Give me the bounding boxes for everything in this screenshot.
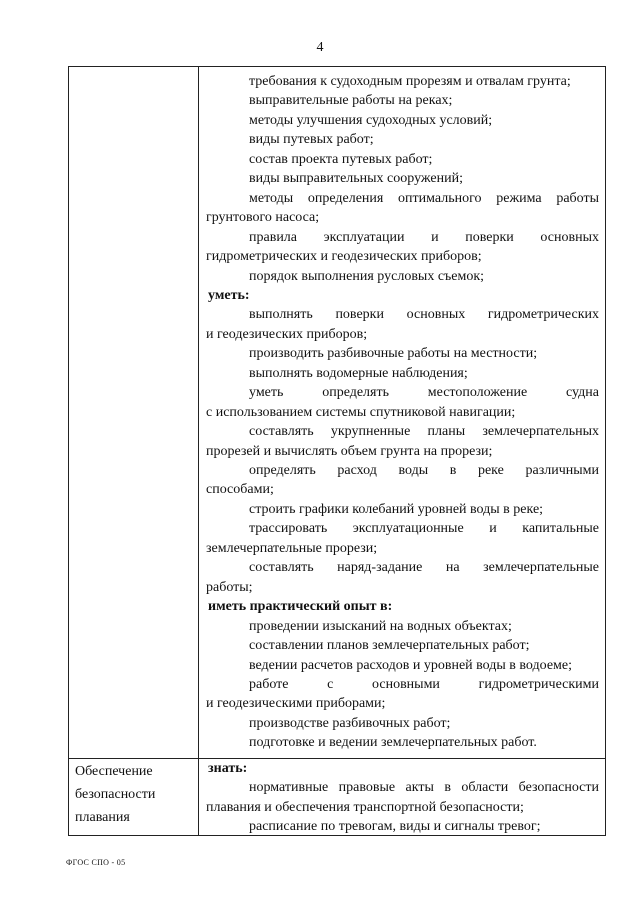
text-line: гидрометрических и геодезических приборов; (206, 249, 482, 265)
text-line: виды путевых работ; (249, 132, 374, 148)
text-line: грунтового насоса; (206, 210, 320, 226)
text-line: работы; (206, 579, 253, 595)
text-line: с использованием системы спутниковой навигации; (206, 404, 516, 420)
text-line: правила эксплуатации и поверки основных (249, 229, 599, 245)
text-line: уметь определять местоположение судна (249, 385, 599, 401)
text-line: нормативные правовые акты в области безопасности (249, 780, 599, 796)
text-line: прорезей и вычислять объем грунта на прорези; (206, 443, 493, 459)
table-border-left (68, 66, 69, 836)
text-line: производить разбивочные работы на местности; (249, 346, 538, 362)
text-line: порядок выполнения русловых съемок; (249, 268, 485, 284)
text-line: требования к судоходным прорезям и отвалам грунта; (249, 74, 571, 89)
section-label-line: плавания (75, 810, 130, 825)
text-line: состав проекта путевых работ; (249, 151, 433, 167)
section-heading: знать: (208, 760, 248, 776)
text-line: виды выправительных сооружений; (249, 171, 463, 187)
text-line: производстве разбивочных работ; (249, 715, 451, 731)
text-line: выполнять поверки основных гидрометрических (249, 307, 599, 323)
section-label-line: Обеспечение (75, 764, 153, 779)
section-label-line: безопасности (75, 787, 156, 802)
text-line: строить графики колебаний уровней воды в реке; (249, 501, 544, 517)
text-line: трассировать эксплуатационные и капитальные (249, 521, 599, 537)
table-column-divider (198, 66, 199, 836)
text-line: составлении планов землечерпательных работ; (249, 638, 530, 654)
page-number: 4 (316, 40, 324, 55)
section-heading: уметь: (208, 287, 250, 303)
text-line: подготовке и ведении землечерпательных работ. (249, 735, 537, 751)
table-row-divider (68, 758, 606, 759)
section-label (75, 760, 195, 829)
footer-label: ФГОС СПО - 05 (66, 858, 126, 867)
content-table (68, 66, 606, 836)
table-border-right (605, 66, 606, 836)
text-line: способами; (206, 482, 274, 498)
text-line: плавания и обеспечения транспортной безопасности; (206, 799, 524, 815)
text-line: составлять наряд-задание на землечерпательные (249, 560, 599, 576)
text-line: методы улучшения судоходных условий; (249, 112, 493, 128)
text-line: работе с основными гидрометрическими (249, 676, 599, 692)
text-line: выправительные работы на реках; (249, 93, 453, 109)
text-line: методы определения оптимального режима работы (249, 190, 599, 206)
text-line: землечерпательные прорези; (206, 540, 378, 556)
text-line: выполнять водомерные наблюдения; (249, 365, 468, 381)
text-line: проведении изысканий на водных объектах; (249, 618, 512, 634)
section-heading: иметь практический опыт в: (208, 599, 393, 615)
text-line: и геодезических приборов; (206, 326, 368, 342)
text-line: ведении расчетов расходов и уровней воды в водоеме; (249, 657, 572, 673)
table-border-top (68, 66, 606, 67)
text-line: определять расход воды в реке различными (249, 463, 599, 478)
text-line: составлять укрупненные планы землечерпательных (249, 424, 599, 440)
text-line: расписание по тревогам, виды и сигналы тревог; (249, 819, 541, 835)
text-line: и геодезическими приборами; (206, 696, 386, 712)
